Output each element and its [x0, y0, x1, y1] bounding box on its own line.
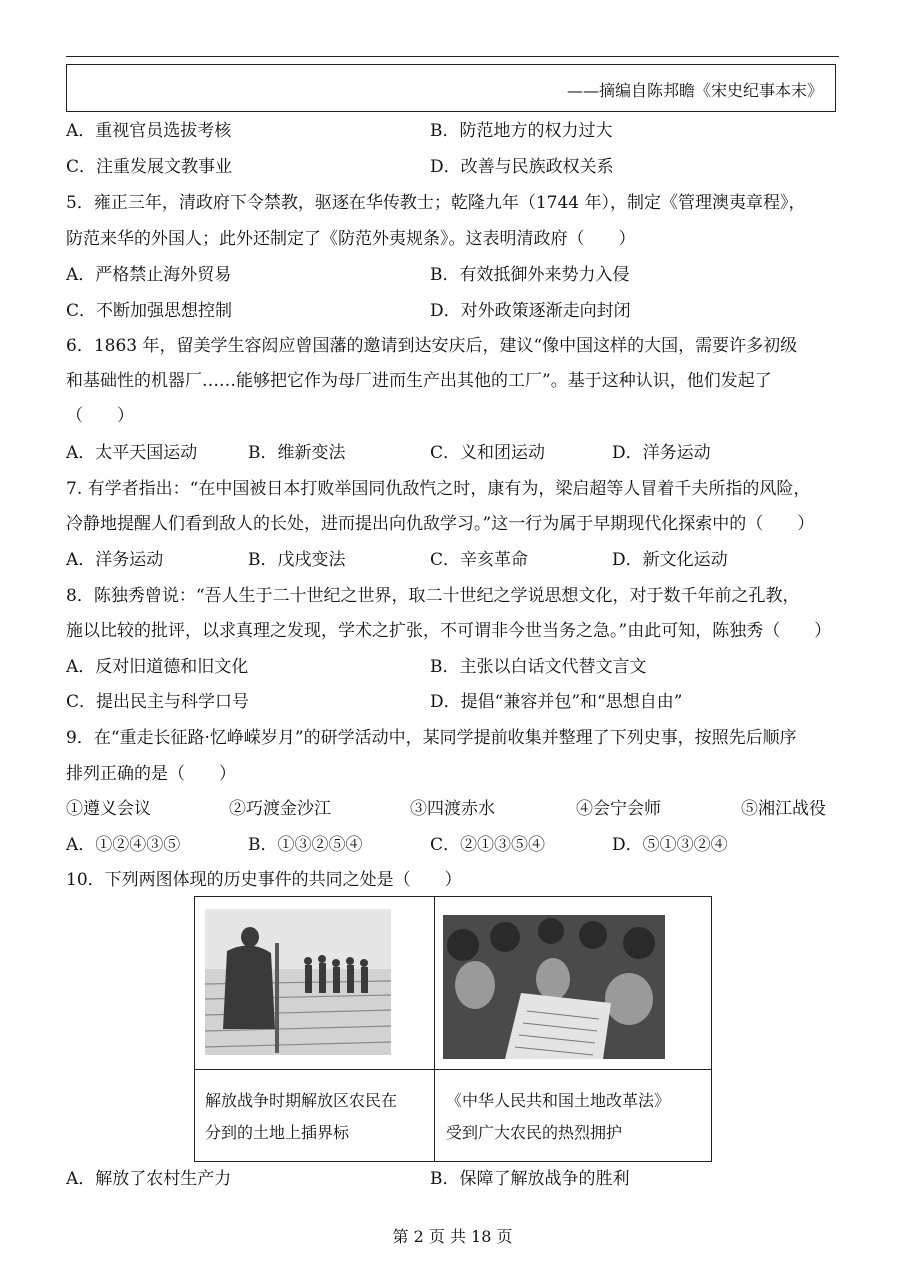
q9-option-b: B．①③②⑤④: [248, 835, 363, 855]
q6-stem-line-1: 6．1863 年，留美学生容闳应曾国藩的邀请到达安庆后，建议“像中国这样的大国，需要许多初级: [66, 336, 798, 356]
q10-option-a: A．解放了农村生产力: [66, 1169, 232, 1189]
q10-figure-table: [194, 896, 712, 1162]
caption-left-line-2: 分到的土地上插界标: [205, 1123, 350, 1142]
q7-stem-line-1: 7. 有学者指出：“在中国被日本打败举国同仇敌忾之时，康有为，梁启超等人冒着千夫所指的风险，: [66, 479, 811, 499]
caption-left: [205, 1085, 430, 1149]
q7-option-c: C．辛亥革命: [430, 550, 529, 570]
q8-stem-line-1: 8．陈独秀曾说：“吾人生于二十世纪之世界，取二十世纪之学说思想文化，对于数千年前之孔教，: [66, 586, 800, 606]
q6-option-d: D．洋务运动: [612, 443, 711, 463]
q5-stem-line-1: 5．雍正三年，清政府下令禁教，驱逐在华传教士；乾隆九年（1744 年），制定《管理澳夷章程》，: [66, 193, 806, 213]
caption-left-line-1: 解放战争时期解放区农民在: [205, 1091, 398, 1110]
q9-stem-line-1: 9．在“重走长征路·忆峥嵘岁月”的研学活动中，某同学提前收集并整理了下列史事，按照先后顺序: [66, 728, 797, 748]
q4-option-a: A．重视官员选拔考核: [66, 121, 232, 141]
q8-option-c: C．提出民主与科学口号: [66, 692, 250, 712]
q6-stem-line-3: （ ）: [66, 406, 134, 426]
q10-option-b: B．保障了解放战争的胜利: [430, 1169, 630, 1189]
photo-crowd-reading-land-law: [443, 915, 665, 1059]
q9-option-d: D．⑤①③②④: [612, 835, 728, 855]
q9-option-a: A．①②④③⑤: [66, 835, 181, 855]
q6-option-c: C．义和团运动: [430, 443, 546, 463]
q8-option-b: B．主张以白话文代替文言文: [430, 657, 647, 677]
q8-stem-line-2: 施以比较的批评，以求真理之发现，学术之扩张，不可谓非今世当务之急。”由此可知，陈独秀（ ）: [66, 621, 832, 641]
top-rule: [66, 56, 839, 57]
q7-option-d: D．新文化运动: [612, 550, 728, 570]
caption-right-line-1: 《中华人民共和国土地改革法》: [446, 1091, 671, 1110]
q5-stem-line-2: 防范来华的外国人；此外还制定了《防范外夷规条》。这表明清政府（ ）: [66, 229, 636, 249]
q9-event-1: ①遵义会议: [66, 799, 151, 819]
q5-option-b: B．有效抵御外来势力入侵: [430, 265, 630, 285]
q9-event-2: ②巧渡金沙江: [229, 799, 331, 819]
q9-event-5: ⑤湘江战役: [741, 799, 826, 819]
q7-option-a: A．洋务运动: [66, 550, 164, 570]
table-divider-horizontal: [195, 1069, 711, 1070]
q7-stem-line-2: 冷静地提醒人们看到敌人的长处，进而提出向仇敌学习。”这一行为属于早期现代化探索中的（ ）: [66, 514, 815, 534]
q8-option-a: A．反对旧道德和旧文化: [66, 657, 249, 677]
q6-stem-line-2: 和基础性的机器厂……能够把它作为母厂进而生产出其他的工厂”。基于这种认识，他们发起了: [66, 371, 772, 391]
q6-option-a: A．太平天国运动: [66, 443, 198, 463]
caption-right: [446, 1085, 708, 1149]
q7-option-b: B．戊戌变法: [248, 550, 346, 570]
q4-option-b: B．防范地方的权力过大: [430, 121, 613, 141]
q4-option-d: D．改善与民族政权关系: [430, 157, 614, 177]
q6-option-b: B．维新变法: [248, 443, 346, 463]
caption-right-line-2: 受到广大农民的热烈拥护: [446, 1123, 623, 1142]
q5-option-a: A．严格禁止海外贸易: [66, 265, 232, 285]
photo-farmers-boundary-markers: [205, 909, 391, 1055]
source-box: [66, 64, 836, 112]
table-divider-vertical: [434, 897, 435, 1161]
q5-option-c: C．不断加强思想控制: [66, 301, 233, 321]
q5-option-d: D．对外政策逐渐走向封闭: [430, 301, 631, 321]
q8-option-d: D．提倡“兼容并包”和“思想自由”: [430, 692, 683, 712]
q4-option-c: C．注重发展文教事业: [66, 157, 233, 177]
q9-event-3: ③四渡赤水: [410, 799, 495, 819]
source-citation: ——摘编自陈邦瞻《宋史纪事本末》: [566, 81, 823, 100]
q10-stem: 10．下列两图体现的历史事件的共同之处是（ ）: [66, 870, 462, 890]
q9-event-4: ④会宁会师: [576, 799, 661, 819]
q9-stem-line-2: 排列正确的是（ ）: [66, 764, 236, 784]
q9-option-c: C．②①③⑤④: [430, 835, 546, 855]
page-footer: 第 2 页 共 18 页: [392, 1227, 513, 1246]
